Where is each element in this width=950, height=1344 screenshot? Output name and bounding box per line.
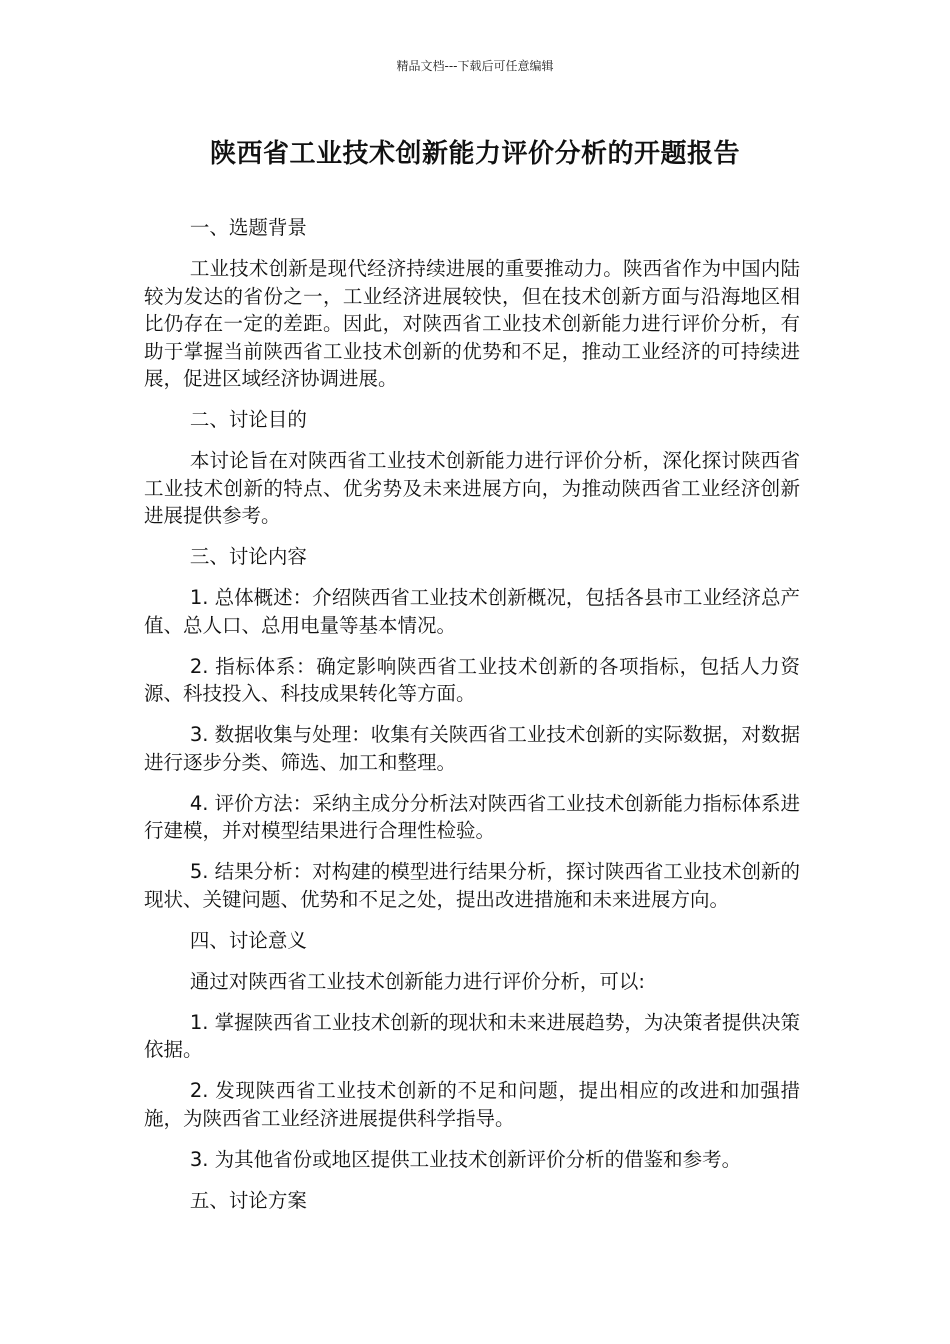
list-item-content-4: 4. 评价方法：采纳主成分分析法对陕西省工业技术创新能力指标体系进行建模，并对模型结果进行合理性检验。	[144, 791, 800, 842]
section-heading-content: 三、讨论内容	[189, 545, 307, 568]
paragraph-purpose: 本讨论旨在对陕西省工业技术创新能力进行评价分析，深化探讨陕西省工业技术创新的特点、优劣势及未来进展方向，为推动陕西省工业经济创新进展提供参考。	[144, 449, 800, 527]
list-item-content-3: 3. 数据收集与处理：收集有关陕西省工业技术创新的实际数据，对数据进行逐步分类、筛选、加工和整理。	[144, 723, 800, 774]
paragraph-significance-intro: 通过对陕西省工业技术创新能力进行评价分析，可以:	[189, 969, 645, 993]
list-item-significance-3: 3. 为其他省份或地区提供工业技术创新评价分析的借鉴和参考。	[189, 1147, 742, 1171]
header-note: 精品文档---下载后可任意编辑	[396, 59, 554, 73]
section-heading-purpose: 二、讨论目的	[189, 408, 307, 431]
list-item-significance-2: 2. 发现陕西省工业技术创新的不足和问题，提出相应的改进和加强措施，为陕西省工业经济进展提供科学指导。	[144, 1079, 800, 1130]
section-heading-plan: 五、讨论方案	[189, 1188, 307, 1212]
section-heading-significance: 四、讨论意义	[189, 928, 307, 952]
document-body	[144, 214, 800, 1228]
paragraph-background: 工业技术创新是现代经济持续进展的重要推动力。陕西省作为中国内陆较为发达的省份之一，工业经济进展较快，但在技术创新方面与沿海地区相比仍存在一定的差距。因此，对陕西省工业技术创新能力进行评价分析，有助于掌握当前陕西省工业技术创新的优势和不足，推动工业经济的可持续进展，促进区域经济协调进展。	[144, 257, 800, 390]
page-title: 陕西省工业技术创新能力评价分析的开题报告	[209, 139, 740, 169]
list-item-content-1: 1. 总体概述：介绍陕西省工业技术创新概况，包括各县市工业经济总产值、总人口、总用电量等基本情况。	[144, 586, 800, 637]
section-heading-background: 一、选题背景	[189, 216, 307, 239]
list-item-significance-1: 1. 掌握陕西省工业技术创新的现状和未来进展趋势，为决策者提供决策依据。	[144, 1010, 800, 1061]
list-item-content-2: 2. 指标体系：确定影响陕西省工业技术创新的各项指标，包括人力资源、科技投入、科技成果转化等方面。	[144, 654, 800, 705]
list-item-content-5: 5. 结果分析：对构建的模型进行结果分析，探讨陕西省工业技术创新的现状、关键问题、优势和不足之处，提出改进措施和未来进展方向。	[144, 860, 800, 911]
